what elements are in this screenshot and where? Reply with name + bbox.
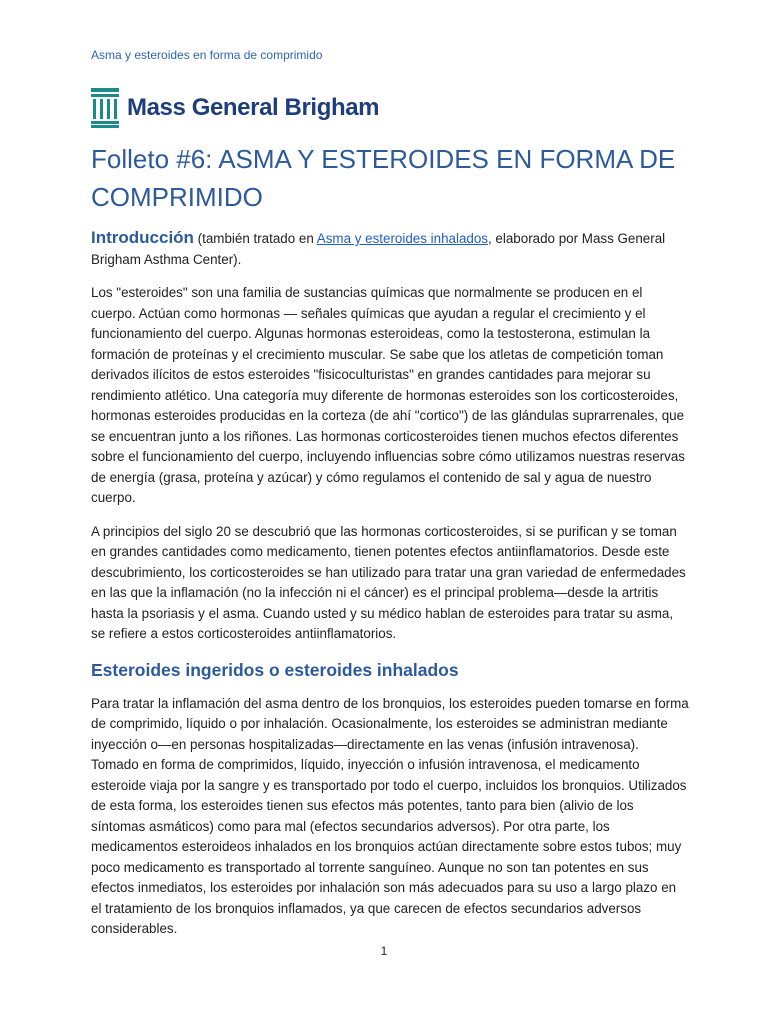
section-paragraph: Para tratar la inflamación del asma dentro de los bronquios, los esteroides pueden tomarse en forma de comprimido, líquido o por inhalación. Ocasionalmente, los esteroides se administran mediante inyección o—en personas hospitalizadas—directamente en las venas (infusión intravenosa). Tomado en forma de comprimidos, líquido, inyección o infusión intravenosa, el medicamento esteroide viaja por la sangre y es transportado por todo el cuerpo, incluidos los bronquios. Utilizados de esta forma, los esteroides tienen sus efectos más potentes, tanto para bien (alivio de los síntomas asmáticos) como para mal (efectos secundarios adversos). Por otra parte, los medicamentos esteroideos inhalados en los bronquios actúan directamente sobre estos tubos; muy poco medicamento es transportado al torrente sanguíneo. Aunque no son tan potentes en sus efectos inmediatos, los esteroides por inhalación son más adecuados para su uso a largo plazo en el tratamiento de los bronquios inflamados, ya que carecen de efectos secundarios adversos considerables. — [91, 695, 689, 936]
intro-lead-before: (también tratado en — [193, 231, 317, 246]
inhaled-steroids-link[interactable]: Asma y esteroides inhalados — [316, 231, 488, 246]
brand-name: Mass General Brigham — [127, 94, 380, 121]
intro-heading: Introducción — [91, 228, 194, 247]
body-paragraph: A principios del siglo 20 se descubrió que las hormonas corticosteroides, si se purifican y se toman en grandes cantidades como medicamento, tienen potentes efectos antiinflamatorios. Desde este descubrimiento, los corticosteroides se han utilizado para tratar una gran variedad de enfermedades en las que la inflamación (no la infección ni el cáncer) es el principal problema—desde la artritis hasta la psoriasis y el asma. Cuando usted y su médico hablan de esteroides para tratar su asma, se refiere a estos corticosteroides antiinflamatorios. — [91, 523, 686, 641]
body-paragraph: Los "esteroides" son una familia de sustancias químicas que normalmente se producen en el cuerpo. Actúan como hormonas — señales químicas que ayudan a regular el crecimiento y el funcionamiento del cuerpo. Algunas hormonas esteroideas, como la testosterona, estimulan la formación de proteínas y el crecimiento muscular. Se sabe que los atletas de competición toman derivados ilícitos de estos esteroides "fisicoculturistas" en grandes cantidades para mejorar su rendimiento atlético. Una categoría muy diferente de hormonas esteroides son los corticosteroides, hormonas esteroides producidas en la corteza (de ahí "cortico") de las glándulas suprarrenales, que se encuentran junto a los riñones. Las hormonas corticosteroides tienen muchos efectos diferentes sobre el funcionamiento del cuerpo, incluyendo influencias sobre cómo utilizamos nuestras reservas de energía (grasa, proteína y azúcar) y cómo regulamos el contenido de sal y agua de nuestro cuerpo. — [91, 285, 685, 505]
brand-logo — [91, 88, 379, 128]
running-header: Asma y esteroides en forma de comprimido — [91, 48, 323, 62]
section-heading: Esteroides ingeridos o esteroides inhalados — [91, 659, 459, 680]
intro-lead-after: , elaborado por Mass General Brigham Asthma Center). — [91, 231, 666, 267]
columns-building-icon — [91, 88, 119, 128]
intro-paragraph — [91, 228, 689, 270]
page-number: 1 — [380, 944, 388, 958]
document-body — [91, 228, 689, 953]
document-title: Folleto #6: ASMA Y ESTEROIDES EN FORMA DE COMPRIMIDO — [91, 144, 676, 212]
